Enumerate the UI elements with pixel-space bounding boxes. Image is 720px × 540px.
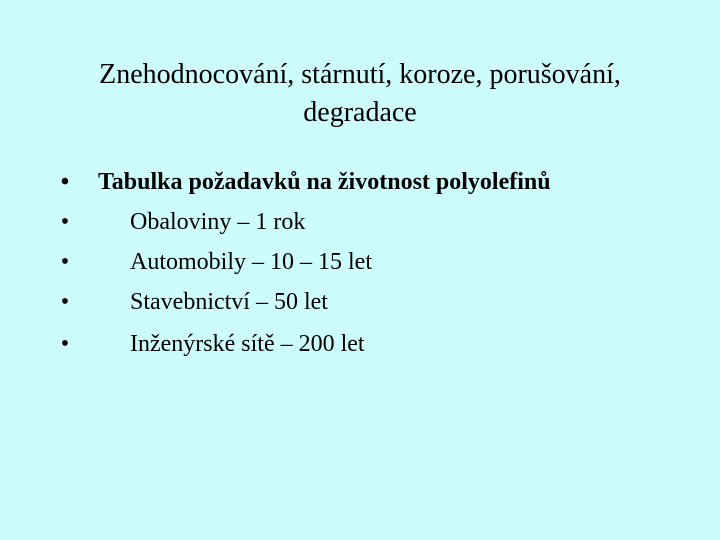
bullet-icon: • [60, 289, 70, 315]
title-line-2: degradace [303, 97, 417, 128]
list-item [0, 324, 720, 364]
bullet-icon: • [60, 209, 70, 235]
list-item [0, 242, 720, 282]
bullet-icon: • [60, 169, 70, 195]
list-item-text: Stavebnictví – 50 let [130, 289, 328, 315]
list-item [0, 282, 720, 322]
bullet-heading [0, 162, 720, 202]
slide-title [0, 56, 720, 132]
list-item-text: Obaloviny – 1 rok [130, 209, 306, 235]
bullet-icon: • [60, 331, 70, 357]
list-item [0, 202, 720, 242]
list-item-text: Inženýrské sítě – 200 let [130, 331, 365, 357]
bullet-heading-text: Tabulka požadavků na životnost polyolefinů [98, 169, 551, 195]
bullet-icon: • [60, 249, 70, 275]
list-item-text: Automobily – 10 – 15 let [130, 249, 372, 275]
title-line-1: Znehodnocování, stárnutí, koroze, porušování, [99, 59, 621, 90]
